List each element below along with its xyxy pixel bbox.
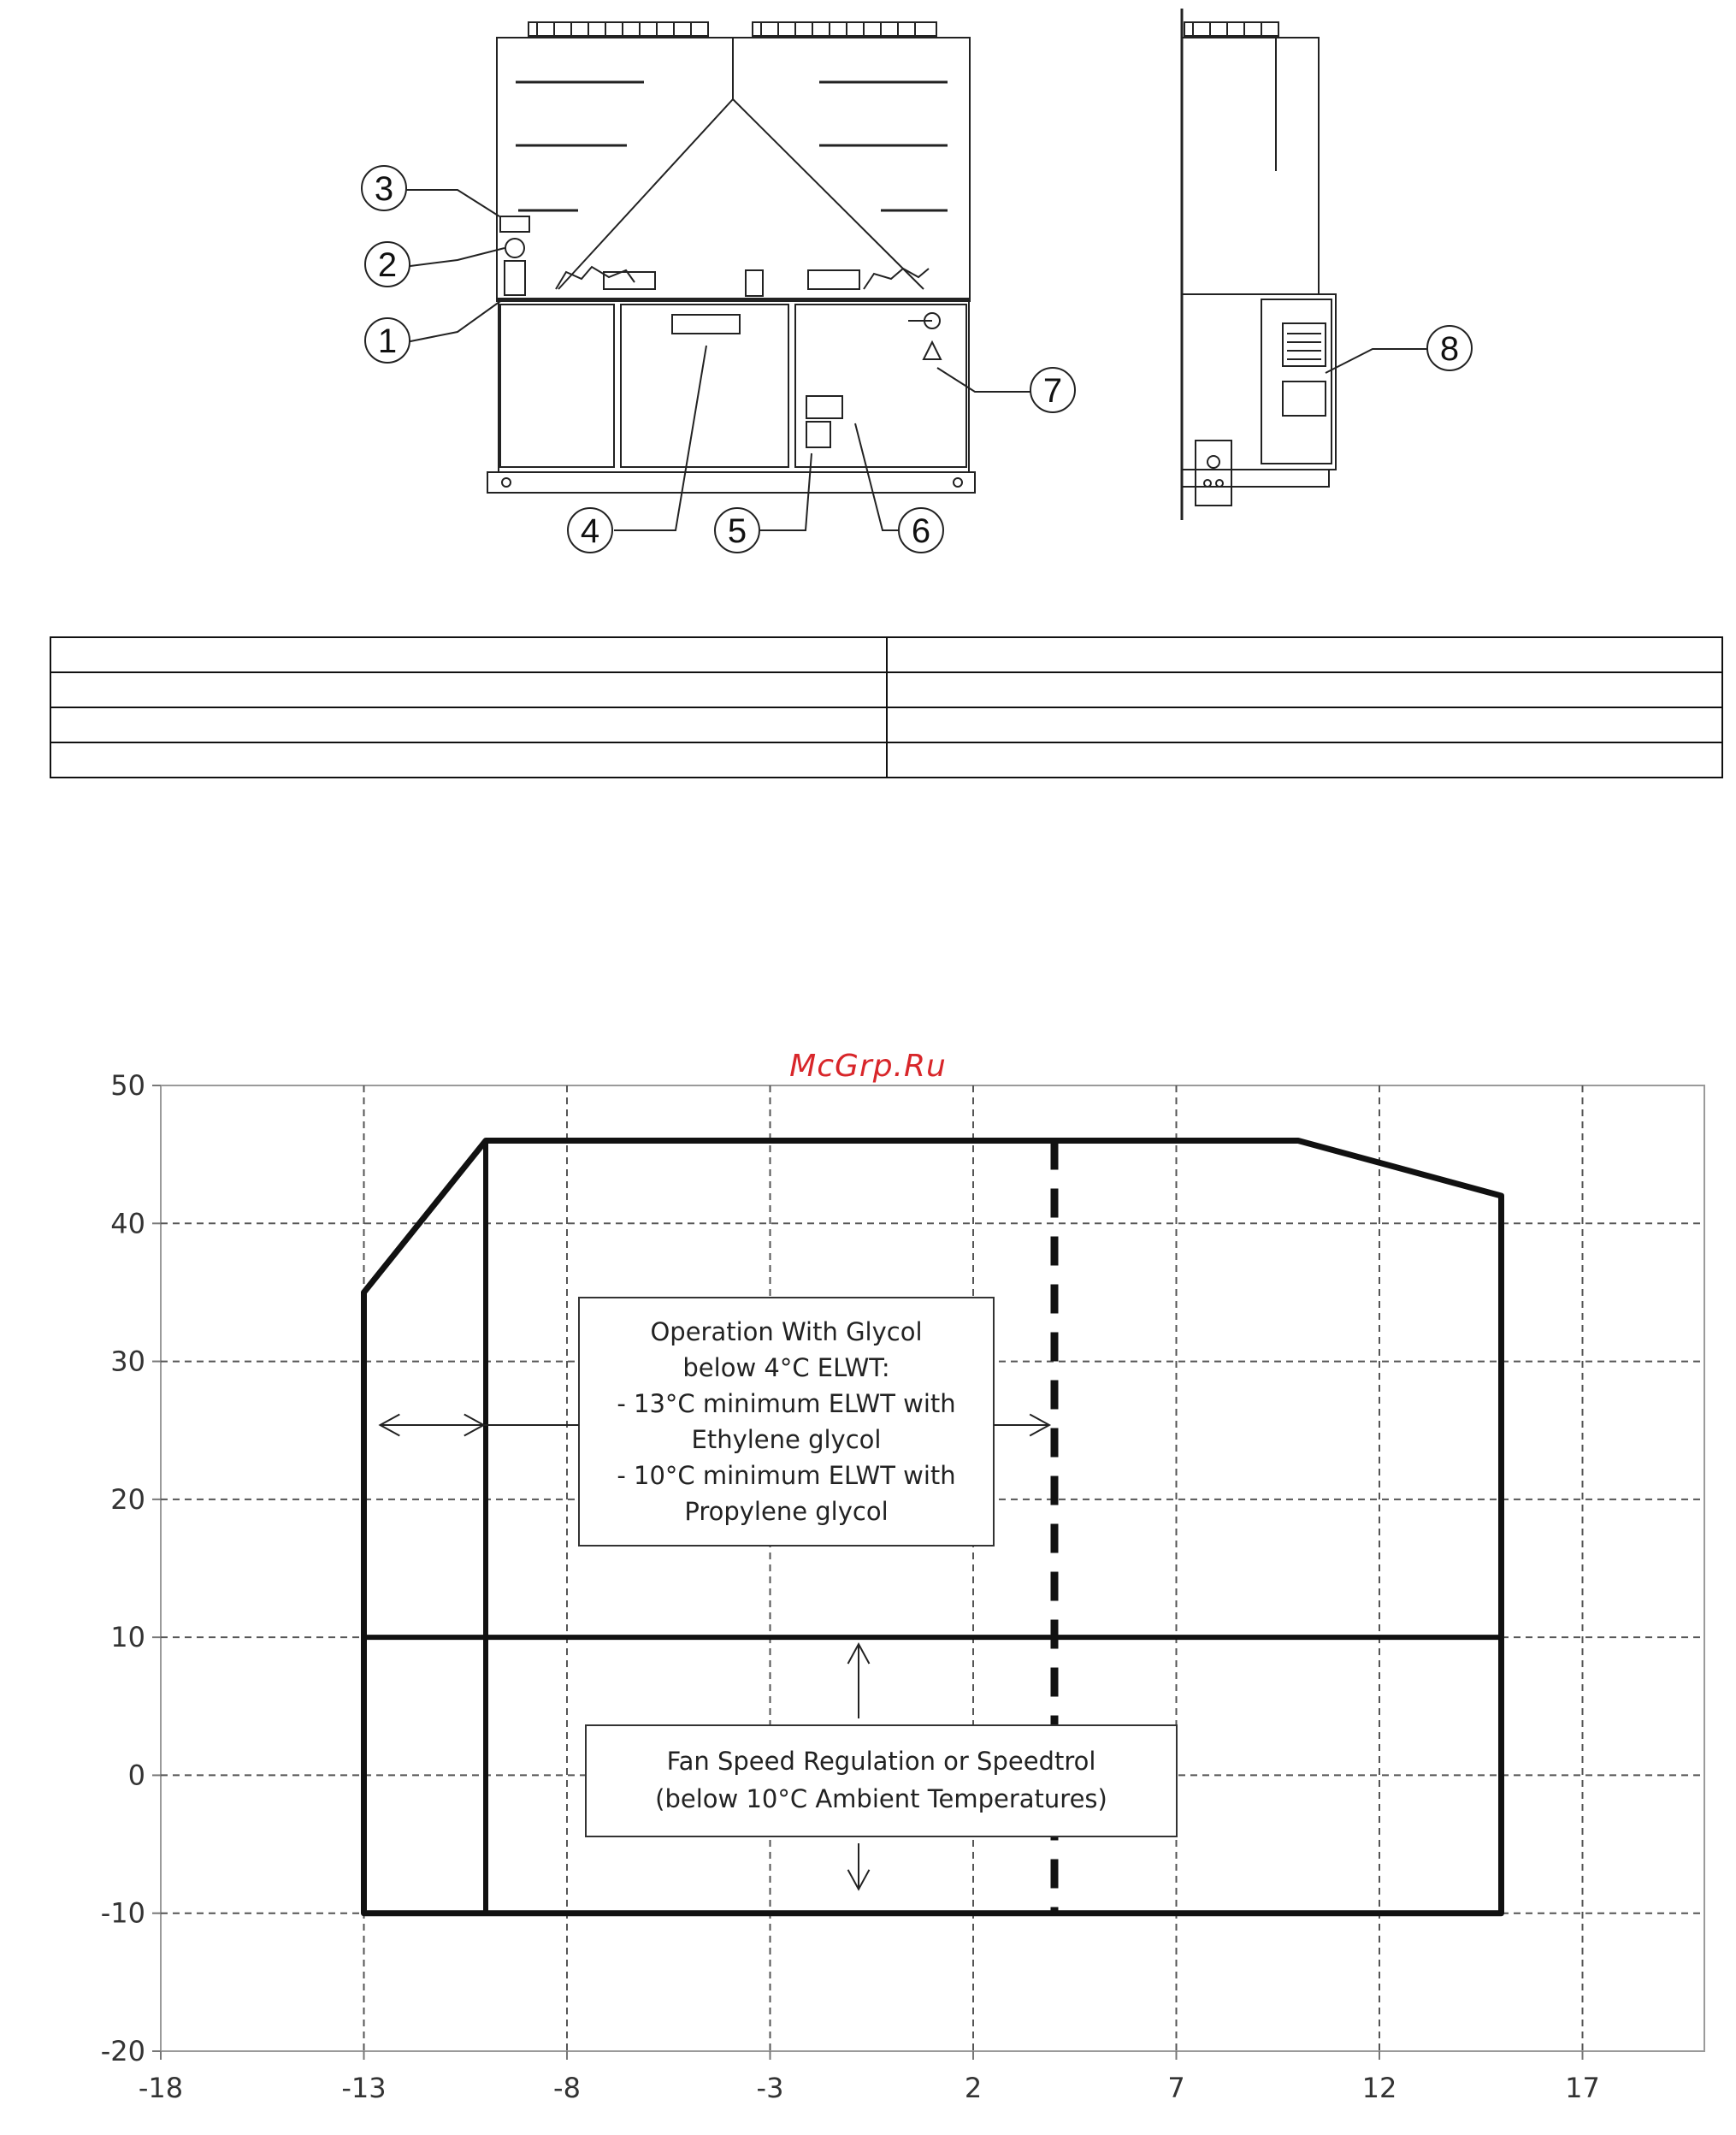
- table-row: [50, 742, 1722, 778]
- callout-6: [899, 508, 943, 553]
- svg-text:8: 8: [1439, 330, 1460, 368]
- side-view: [1182, 9, 1336, 520]
- table-cell: [50, 707, 887, 742]
- glycol-note-line: Ethylene glycol: [691, 1425, 882, 1454]
- table-row: [50, 637, 1722, 672]
- front-view: [487, 22, 975, 493]
- callout-3: [362, 166, 406, 210]
- callout-8: [1427, 326, 1472, 370]
- y-tick-label: 20: [110, 1482, 145, 1516]
- table-row: [50, 707, 1722, 742]
- leader-lines: [400, 190, 1428, 530]
- label-plate-2: [505, 239, 524, 257]
- y-tick-label: 40: [110, 1207, 145, 1240]
- y-tick-label: -10: [100, 1896, 145, 1930]
- x-tick-label: 7: [1167, 2072, 1185, 2104]
- fan-grille-right: [753, 22, 936, 36]
- label-plate-4: [672, 315, 740, 334]
- svg-text:2: 2: [377, 246, 398, 284]
- plot-frame: [161, 1085, 1704, 2051]
- unit-drawing: [0, 0, 1736, 565]
- panel-left: [500, 305, 614, 467]
- warning-label: [924, 342, 941, 359]
- table-cell: [50, 672, 887, 707]
- panel-right: [795, 305, 966, 467]
- svg-text:5: 5: [727, 512, 747, 550]
- callout-4: [568, 508, 612, 553]
- table-cell: [50, 742, 887, 778]
- table-cell: [887, 637, 1723, 672]
- y-tick-label: -20: [100, 2035, 145, 2067]
- fan-speed-note-line: Fan Speed Regulation or Speedtrol: [666, 1747, 1096, 1776]
- glycol-note-line: - 10°C minimum ELWT with: [617, 1461, 956, 1490]
- panel-middle: [621, 305, 788, 467]
- callout-2: [365, 242, 410, 287]
- table-cell: [50, 637, 887, 672]
- lower-frame: [499, 301, 969, 472]
- label-plate-6: [806, 396, 842, 418]
- x-tick-label: -3: [756, 2072, 784, 2104]
- x-tick-label: 17: [1565, 2072, 1600, 2104]
- glycol-note-line: Propylene glycol: [684, 1497, 889, 1526]
- glycol-note-line: below 4°C ELWT:: [682, 1353, 890, 1382]
- table-cell: [887, 707, 1723, 742]
- label-plate-5: [806, 422, 830, 447]
- base-frame: [487, 472, 975, 493]
- callout-7: [1030, 368, 1075, 412]
- fan-grille-left: [528, 22, 708, 36]
- callout-1: [365, 318, 410, 363]
- chart-ticks: [101, 1069, 1600, 2104]
- label-table: [50, 636, 1723, 778]
- svg-text:4: 4: [580, 512, 600, 550]
- y-tick-label: 50: [110, 1069, 145, 1102]
- fan-speed-note-line: (below 10°C Ambient Temperatures): [655, 1784, 1107, 1813]
- label-plate-3: [500, 216, 529, 232]
- watermark: McGrp.Ru: [789, 1049, 947, 1084]
- table-row: [50, 672, 1722, 707]
- x-tick-label: 2: [964, 2072, 983, 2104]
- svg-text:1: 1: [377, 322, 398, 360]
- svg-text:7: 7: [1042, 372, 1063, 410]
- operating-envelope-chart: [0, 1052, 1736, 2135]
- label-plate-8: [1283, 381, 1326, 416]
- fan-speed-note-box: [586, 1725, 1177, 1836]
- x-tick-label: -18: [138, 2072, 184, 2104]
- table-cell: [887, 672, 1723, 707]
- y-tick-label: 10: [110, 1621, 145, 1654]
- label-plate-1: [505, 261, 525, 295]
- svg-text:6: 6: [911, 512, 931, 550]
- callout-5: [715, 508, 759, 553]
- y-tick-label: 30: [110, 1345, 145, 1378]
- x-tick-label: 12: [1361, 2072, 1397, 2104]
- glycol-note-line: Operation With Glycol: [650, 1317, 923, 1346]
- table-cell: [887, 742, 1723, 778]
- glycol-note-line: - 13°C minimum ELWT with: [617, 1389, 956, 1418]
- svg-text:3: 3: [374, 170, 394, 208]
- x-tick-label: -8: [553, 2072, 581, 2104]
- x-tick-label: -13: [341, 2072, 387, 2104]
- y-tick-label: 0: [127, 1759, 145, 1792]
